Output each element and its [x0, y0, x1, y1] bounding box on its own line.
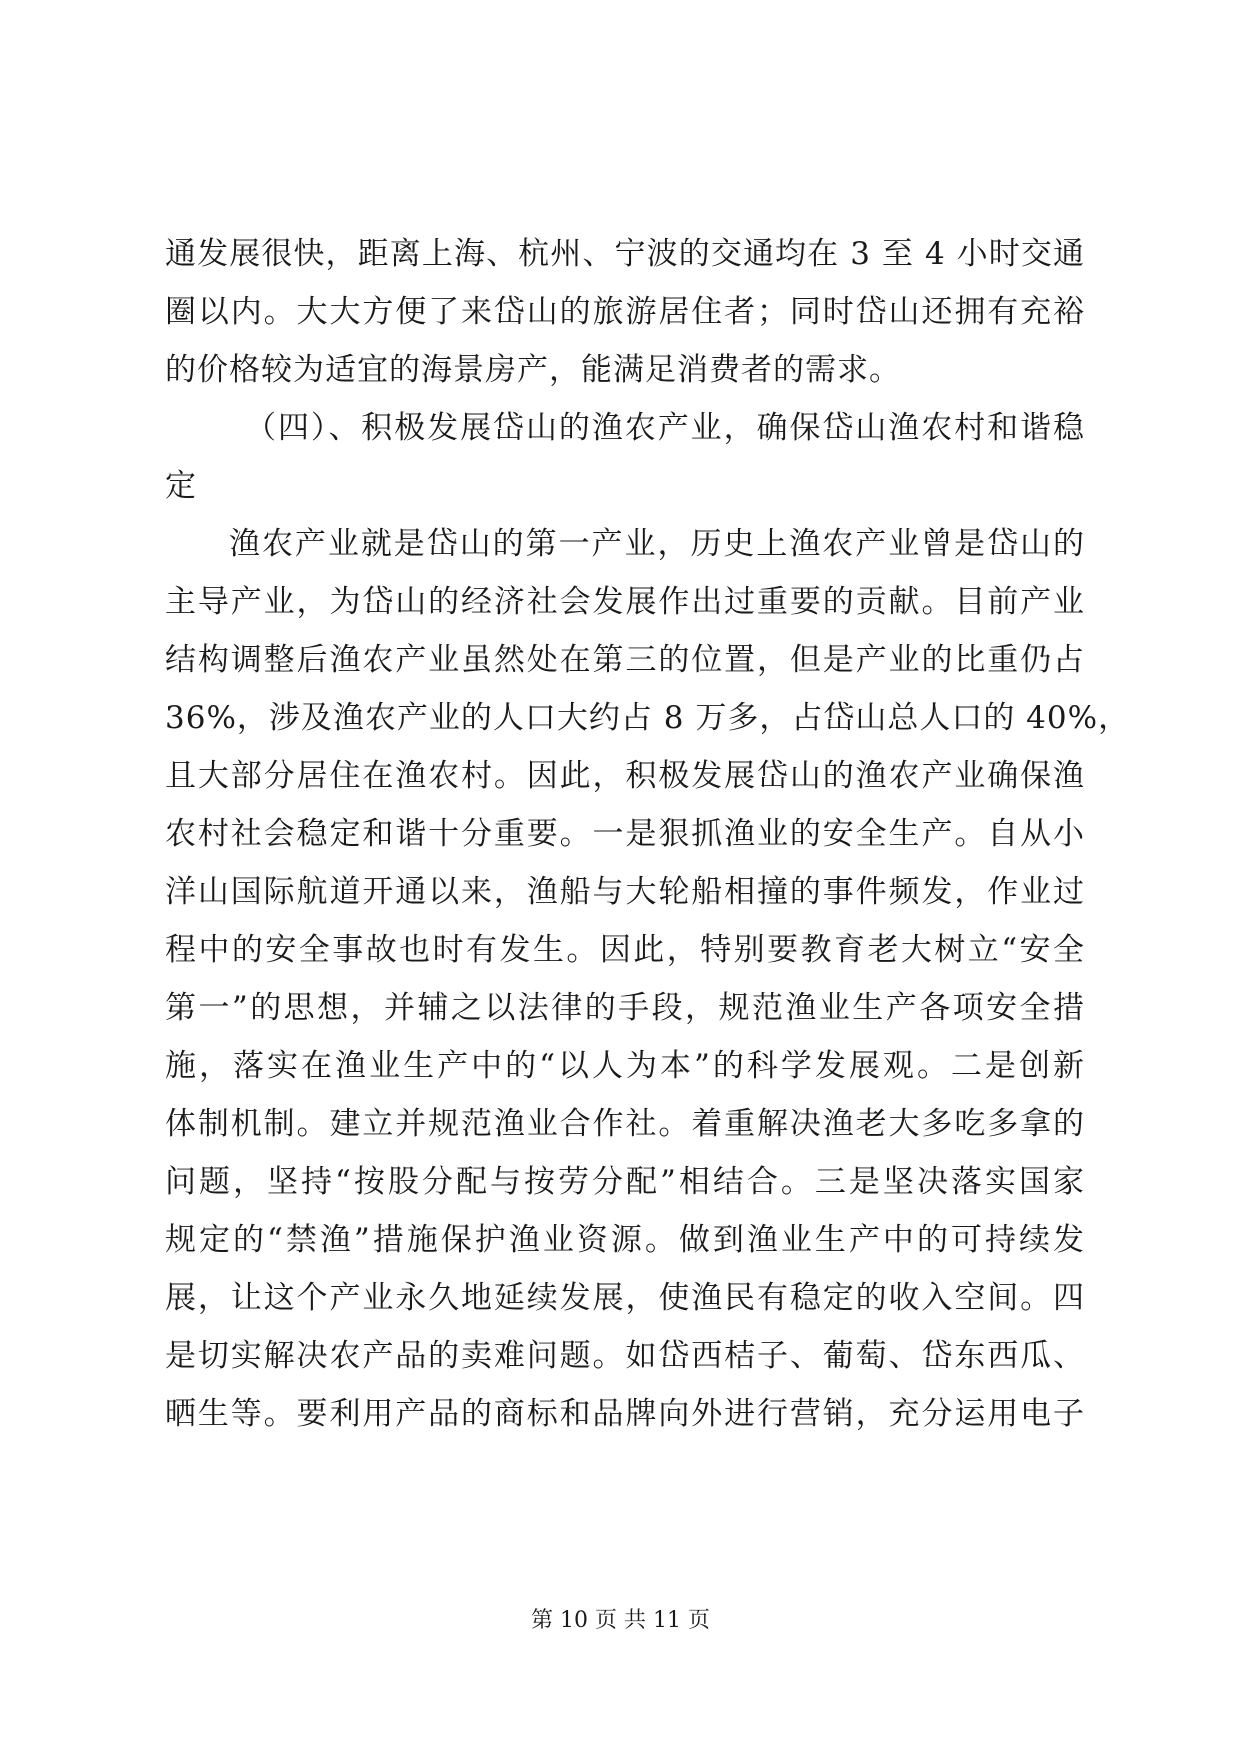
- page-footer: 第 10 页 共 11 页: [531, 1608, 710, 1633]
- paragraph-line: 体制机制。建立并规范渔业合作社。着重解决渔老大多吃多拿的: [165, 1106, 1085, 1142]
- paragraph-line: 通发展很快，距离上海、杭州、宁波的交通均在 3 至 4 小时交通: [165, 236, 1085, 272]
- paragraph-line: 施，落实在渔业生产中的“以人为本”的科学发展观。二是创新: [165, 1048, 1085, 1084]
- paragraph-line: 问题，坚持“按股分配与按劳分配”相结合。三是坚决落实国家: [165, 1164, 1085, 1200]
- paragraph-line: 36%，涉及渔农产业的人口大约占 8 万多，占岱山总人口的 40%，: [165, 700, 1131, 736]
- paragraph-line: 晒生等。要利用产品的商标和品牌向外进行营销，充分运用电子: [165, 1396, 1085, 1432]
- paragraph-line: 洋山国际航道开通以来，渔船与大轮船相撞的事件频发，作业过: [165, 874, 1085, 910]
- paragraph-line: 程中的安全事故也时有发生。因此，特别要教育老大树立“安全: [165, 932, 1085, 968]
- paragraph-line: 规定的“禁渔”措施保护渔业资源。做到渔业生产中的可持续发: [165, 1222, 1085, 1258]
- paragraph-line: 的价格较为适宜的海景房产，能满足消费者的需求。: [165, 352, 901, 388]
- section-heading-line: 定: [165, 468, 197, 504]
- section-heading-line: （四）、积极发展岱山的渔农产业，确保岱山渔农村和谐稳: [245, 410, 1085, 446]
- paragraph-line: 主导产业，为岱山的经济社会发展作出过重要的贡献。目前产业: [165, 584, 1085, 620]
- paragraph-line: 展，让这个产业永久地延续发展，使渔民有稳定的收入空间。四: [165, 1280, 1085, 1316]
- paragraph-line: 且大部分居住在渔农村。因此，积极发展岱山的渔农产业确保渔: [165, 758, 1085, 794]
- paragraph-line: 是切实解决农产品的卖难问题。如岱西桔子、葡萄、岱东西瓜、: [165, 1338, 1085, 1374]
- paragraph-line: 渔农产业就是岱山的第一产业，历史上渔农产业曾是岱山的: [229, 526, 1085, 562]
- paragraph-line: 农村社会稳定和谐十分重要。一是狠抓渔业的安全生产。自从小: [165, 816, 1085, 852]
- paragraph-line: 结构调整后渔农产业虽然处在第三的位置，但是产业的比重仍占: [165, 642, 1085, 678]
- paragraph-line: 第一”的思想，并辅之以法律的手段，规范渔业生产各项安全措: [165, 990, 1085, 1026]
- paragraph-line: 圈以内。大大方便了来岱山的旅游居住者；同时岱山还拥有充裕: [165, 294, 1085, 330]
